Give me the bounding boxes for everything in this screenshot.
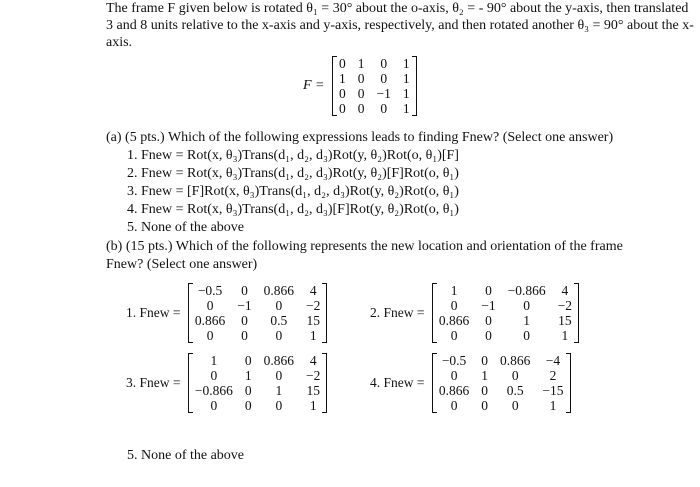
matrix-cell: −4 [545,353,561,368]
matrix-cell: 1 [339,71,346,86]
matrix-cell: 0 [275,398,283,413]
matrix-cell: 4 [309,283,317,298]
matrix-row [188,298,327,313]
matrix-cell: 0 [339,56,346,71]
part-a-option-3[interactable]: 3. Fnew = [F]Rot(x, θ₃)Trans(d₁, d₂, d₃)Rot(y, θ₂)Rot(o, θ₁) [127,184,459,199]
matrix-cell: −1 [237,298,252,313]
matrix-row [432,328,578,343]
answer-4-label: 4. Fnew = [370,375,425,390]
matrix-cell: 4 [309,353,317,368]
part-b-answer-2[interactable] [370,283,579,343]
matrix-row [188,368,327,383]
matrix-cell: 0 [481,383,488,398]
part-b-answer-4[interactable] [370,353,571,413]
matrix-cell: −0.866 [507,283,546,298]
matrix-cell: 0 [244,353,252,368]
answer-3-matrix-table [188,353,328,413]
matrix-cell: 0 [210,368,218,383]
matrix-row [333,56,417,71]
part-a-options [127,147,459,237]
matrix-cell: 0.866 [438,383,470,398]
matrix-cell: 1 [402,101,410,116]
matrix-cell: 0 [241,283,248,298]
part-b-question [106,238,696,274]
matrix-cell: 0 [275,298,283,313]
matrix-cell: 1 [309,328,317,343]
matrix-cell: 1 [561,328,569,343]
matrix-row [333,101,417,116]
matrix-cell: 0 [275,368,283,383]
matrix-cell: 0.866 [194,313,226,328]
matrix-row [432,298,578,313]
answer-1-label: 1. Fnew = [126,305,181,320]
answer-2-matrix [432,283,579,343]
matrix-cell: 0 [206,298,214,313]
matrix-cell: 0 [244,383,252,398]
frame-matrix [332,56,417,116]
matrix-cell: −0.866 [194,383,233,398]
matrix-row [432,283,578,298]
matrix-cell: 0.5 [270,313,288,328]
matrix-cell: −1 [481,298,496,313]
matrix-cell: 0 [450,368,458,383]
matrix-cell: 0 [380,71,388,86]
matrix-cell: 1 [244,368,252,383]
matrix-cell: 0 [339,101,346,116]
matrix-cell: 0 [485,313,492,328]
part-b-answer-1[interactable] [126,283,327,343]
part-a-option-4[interactable]: 4. Fnew = Rot(x, θ₃)Trans(d₁, d₂, d₃)[F]Rot(y, θ₂)Rot(o, θ₁) [127,202,459,217]
matrix-cell: 0 [481,398,488,413]
matrix-cell: 1 [402,71,410,86]
problem-statement: The frame F given below is rotated θ₁ = 30° about the o-axis, θ₂ = - 90° about the y-axis, then translated 3 and 8 units relative to the x-axis and y-axis, respectively, and then rotated another θ₃ = 90° about the x-axis. [106,1,694,50]
matrix-cell: 0.866 [438,313,470,328]
matrix-row [188,283,327,298]
matrix-cell: 0 [450,298,458,313]
matrix-row [333,71,417,86]
matrix-cell: 0.5 [506,383,524,398]
matrix-cell: −0.5 [441,353,467,368]
matrix-cell: 0 [481,353,488,368]
matrix-cell: 0 [357,86,365,101]
matrix-cell: −2 [306,368,321,383]
matrix-cell: 0 [244,398,252,413]
part-a-option-5[interactable]: 5. None of the above [127,220,245,235]
part-a-option-1[interactable]: 1. Fnew = Rot(x, θ₃)Trans(d₁, d₂, d₃)Rot(y, θ₂)Rot(o, θ₁)[F] [127,148,459,163]
matrix-cell: 4 [561,283,569,298]
matrix-cell: 0 [210,398,218,413]
part-a-question: (a) (5 pts.) Which of the following expressions leads to finding Fnew? (Select one answer) [106,130,614,145]
part-b-question-line2: Fnew? (Select one answer) [106,257,258,272]
matrix-cell: 0.866 [500,353,531,368]
answer-1-matrix-table [188,283,328,343]
part-a-option-2[interactable]: 2. Fnew = Rot(x, θ₃)Trans(d₁, d₂, d₃)Rot(y, θ₂)[F]Rot(o, θ₁) [127,166,459,181]
frame-matrix-block [303,56,417,116]
matrix-cell: 0 [511,368,519,383]
matrix-cell: 1 [357,56,365,71]
matrix-cell: 1 [275,383,283,398]
matrix-row [432,368,570,383]
frame-matrix-label: F = [303,78,325,93]
frame-matrix-table [332,56,417,116]
matrix-row [188,313,327,328]
matrix-cell: 0.866 [263,353,294,368]
answer-4-matrix-table [432,353,571,413]
answer-2-label: 2. Fnew = [370,305,425,320]
matrix-cell: 0 [241,313,248,328]
answer-3-label: 3. Fnew = [126,375,181,390]
matrix-cell: 0 [241,328,248,343]
matrix-row [432,398,570,413]
matrix-cell: 15 [558,313,572,328]
matrix-cell: 0 [275,328,283,343]
matrix-cell: 0 [450,328,458,343]
matrix-row [188,328,327,343]
matrix-cell: −15 [542,383,564,398]
matrix-cell: 0 [450,398,458,413]
matrix-cell: 0 [380,101,388,116]
answer-3-matrix [188,353,328,413]
matrix-cell: 1 [402,86,410,101]
matrix-cell: 1 [481,368,488,383]
matrix-cell: −1 [376,86,391,101]
matrix-cell: −0.5 [197,283,223,298]
matrix-cell: 15 [306,383,320,398]
matrix-cell: 0 [357,71,365,86]
matrix-cell: 1 [210,353,218,368]
matrix-cell: 1 [309,398,317,413]
part-b-option-5[interactable]: 5. None of the above [127,448,245,463]
matrix-cell: 0 [523,328,530,343]
matrix-cell: 0 [380,56,388,71]
matrix-cell: 2 [549,368,557,383]
matrix-cell: 0 [206,328,214,343]
matrix-cell: −2 [306,298,321,313]
matrix-cell: 1 [450,283,458,298]
matrix-row [333,86,417,101]
matrix-row [432,383,570,398]
matrix-cell: 0 [511,398,519,413]
part-b-question-line1: (b) (15 pts.) Which of the following represents the new location and orientation of the frame [106,239,623,254]
matrix-row [432,313,578,328]
answer-2-matrix-table [432,283,579,343]
matrix-row [188,383,327,398]
part-b-answer-3[interactable] [126,353,327,413]
matrix-row [432,353,570,368]
matrix-cell: 0 [339,86,346,101]
matrix-cell: 0 [485,328,492,343]
matrix-cell: 0 [485,283,492,298]
matrix-cell: 0.866 [263,283,294,298]
answer-1-matrix [188,283,328,343]
matrix-cell: 1 [549,398,557,413]
matrix-row [188,353,327,368]
answer-4-matrix [432,353,571,413]
matrix-cell: 0 [523,298,530,313]
matrix-cell: 0 [357,101,365,116]
matrix-cell: −2 [557,298,572,313]
matrix-cell: 15 [306,313,320,328]
matrix-cell: 1 [402,56,410,71]
matrix-row [188,398,327,413]
matrix-cell: 1 [523,313,530,328]
